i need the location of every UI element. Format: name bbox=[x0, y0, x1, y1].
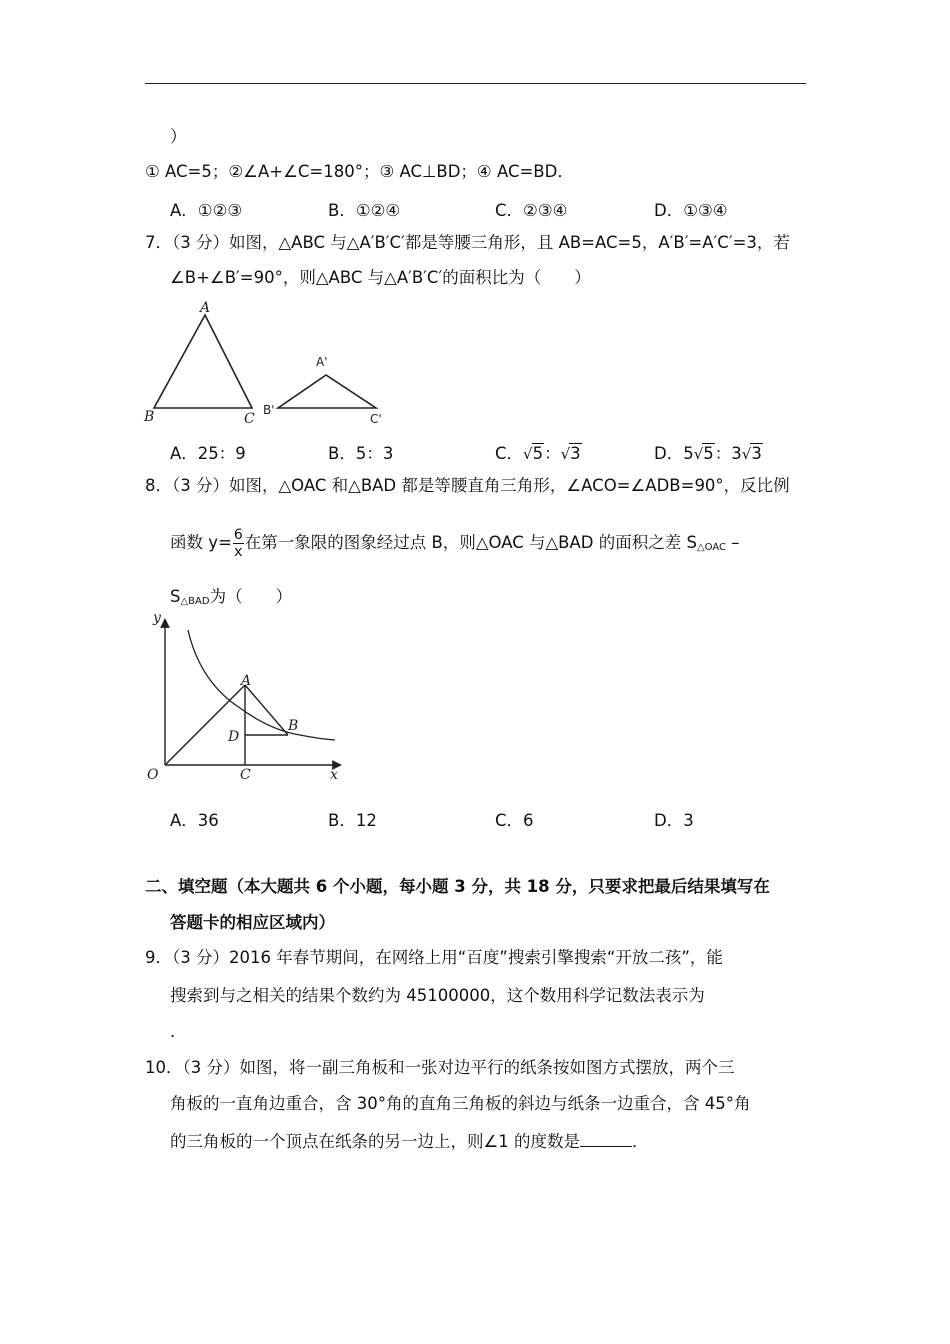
segment-ab bbox=[245, 685, 288, 735]
label-c: C bbox=[244, 411, 255, 427]
q6-option-a[interactable]: A．①②③ bbox=[170, 201, 243, 220]
label-a-prime: A' bbox=[316, 355, 328, 369]
q7-option-c[interactable]: C．√5：√3 bbox=[495, 444, 581, 463]
q7-line2: ∠B+∠B′=90°，则△ABC 与△A′B′C′的面积比为（ ） bbox=[170, 268, 591, 287]
label-d: D bbox=[228, 729, 240, 745]
q6-option-c[interactable]: C．②③④ bbox=[495, 201, 568, 220]
q7-option-d[interactable]: D．5√5：3√3 bbox=[654, 444, 762, 463]
label-x: x bbox=[330, 767, 338, 783]
segment-oa bbox=[165, 685, 245, 765]
q8-option-a[interactable]: A．36 bbox=[170, 811, 219, 830]
label-b: B bbox=[144, 409, 155, 425]
q8-option-b[interactable]: B．12 bbox=[328, 811, 377, 830]
q8-line1: 8．（3 分）如图，△OAC 和△BAD 都是等腰直角三角形，∠ACO=∠ADB=90°，反比例 bbox=[145, 476, 790, 495]
q9-line3: ． bbox=[170, 1022, 187, 1041]
label-a: A bbox=[241, 673, 252, 689]
q9-line2: 搜索到与之相关的结果个数约为 45100000，这个数用科学记数法表示为 bbox=[170, 986, 705, 1005]
q6-option-d[interactable]: D．①③④ bbox=[654, 201, 728, 220]
q6-close-paren: ） bbox=[170, 127, 187, 146]
label-b: B bbox=[288, 718, 299, 734]
label-o: O bbox=[147, 767, 159, 783]
triangle-a1b1c1 bbox=[278, 375, 376, 408]
q9-line1: 9．（3 分）2016 年春节期间，在网络上用“百度”搜索引擎搜索“开放二孩”，能 bbox=[145, 948, 723, 967]
q6-statements: ① AC=5；②∠A+∠C=180°；③ AC⊥BD；④ AC=BD． bbox=[145, 162, 574, 181]
triangle-abc bbox=[154, 315, 252, 408]
q10-line2: 角板的一直角边重合，含 30°角的直角三角板的斜边与纸条一边重合，含 45°角 bbox=[170, 1094, 751, 1113]
label-c-prime: C' bbox=[370, 412, 382, 426]
header-rule bbox=[145, 83, 806, 84]
hyperbola-curve bbox=[188, 630, 335, 740]
section2-heading-line2: 答题卡的相应区域内） bbox=[170, 913, 335, 932]
fraction-6-over-x: $\frac{6}{x}$ bbox=[233, 527, 243, 560]
q6-option-b[interactable]: B．①②④ bbox=[328, 201, 401, 220]
label-b-prime: B' bbox=[263, 403, 275, 417]
q8-option-c[interactable]: C．6 bbox=[495, 811, 534, 830]
answer-blank[interactable] bbox=[580, 1130, 632, 1147]
q7-option-a[interactable]: A．25：9 bbox=[170, 444, 246, 463]
label-c: C bbox=[240, 767, 251, 783]
q7-option-b[interactable]: B．5：3 bbox=[328, 444, 394, 463]
q7-line1: 7．（3 分）如图，△ABC 与△A′B′C′都是等腰三角形，且 AB=AC=5，A′B′=A′C′=3，若 bbox=[145, 233, 790, 252]
q8-line2: 函数 y= $\frac{6}{x}$ 在第一象限的图象经过点 B，则△OAC 与△BAD 的面积之差 $S_{\triangle OAC}$ – bbox=[170, 527, 740, 560]
q8-option-d[interactable]: D．3 bbox=[654, 811, 694, 830]
section2-heading-line1: 二、填空题（本大题共 6 个小题，每小题 3 分，共 18 分，只要求把最后结果填写在 bbox=[145, 877, 770, 896]
q10-line3: 的三角板的一个顶点在纸条的另一边上，则∠1 的度数是 ． bbox=[170, 1132, 649, 1151]
q8-line3: $S_{\triangle BAD}$为（ ） bbox=[170, 587, 293, 607]
q10-line1: 10．（3 分）如图，将一副三角板和一张对边平行的纸条按如图方式摆放，两个三 bbox=[145, 1058, 735, 1077]
q7-figure bbox=[140, 295, 400, 430]
label-a: A bbox=[200, 300, 211, 316]
q8-figure bbox=[140, 612, 350, 787]
label-y: y bbox=[153, 612, 161, 626]
